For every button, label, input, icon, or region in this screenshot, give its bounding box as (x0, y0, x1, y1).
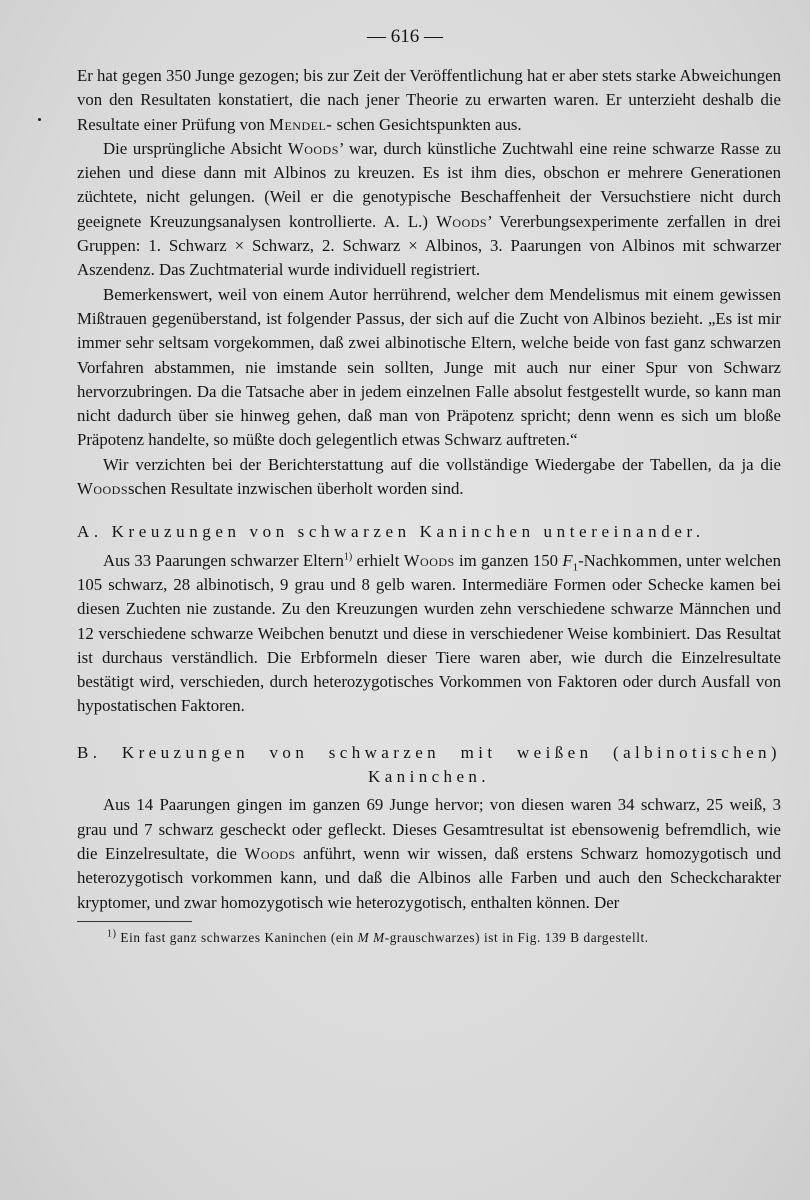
section-b-heading-line-1: B. Kreuzungen von schwarzen mit weißen (albinotischen) (77, 742, 781, 762)
page-number: — 616 — (367, 26, 443, 47)
paragraph-4-text-b: schen Resultate inzwischen überholt worden sind. (128, 479, 464, 499)
author-name-woods: Woods (244, 843, 296, 863)
footnote-text-b: -grauschwarzes) ist in Fig. 139 B dargestellt. (384, 929, 649, 945)
author-name-mendel: Mendel- (269, 114, 333, 134)
filial-generation-subscript: 1 (572, 561, 579, 573)
section-a-text-c: im ganzen 150 (454, 550, 563, 570)
paragraph-1 (77, 64, 781, 137)
paragraph-3: Bemerkenswert, weil von einem Autor herrührend, welcher dem Mendelismus mit einem gewissen Mißtrauen gegenüberstand, ist folgender Passus, der sich auf die Zucht von Albinos bezieht. „Es ist mir immer sehr seltsam vorgekommen, daß zwei albinotische Eltern, welche beide von fast ganz schwarzen Vorfahren abstammen, nie imstande sein sollten, Junge mit auch nur einer Spur von Schwarz hervorzubringen. Da die Tatsache aber in jedem einzelnen Falle absolut festgestellt wurde, so kann man nicht dadurch über sie hinweg gehen, daß man von Präpotenz spricht; denn wenn es sich um bloße Präpotenz handelte, so müßte doch gelegentlich etwas Schwarz auftreten.“ (77, 284, 781, 450)
body-text (77, 64, 781, 947)
author-name-woods: Woods (77, 479, 129, 499)
paragraph-4-text-a: Wir verzichten bei der Berichterstattung auf die vollständige Wiedergabe der Tabellen, da ja die (103, 454, 781, 474)
section-b-heading-line-2: Kaninchen. (368, 767, 490, 787)
author-name-woods: Woods (403, 550, 455, 570)
section-a-paragraph (77, 549, 781, 719)
paragraph-1-text: Er hat gegen 350 Junge gezogen; bis zur Zeit der Veröffentlichung hat er aber stets starke Abweichungen von den Resultaten konstatiert, die nach jener Theorie zu erwarten waren. Er unterzieht deshalb die Resultate einer Prüfung von (77, 66, 781, 134)
footnote-formula: M M (357, 929, 385, 945)
section-b-paragraph (77, 793, 781, 914)
author-name-woods: Woods (436, 211, 488, 231)
filial-generation-symbol: F (562, 550, 573, 570)
footnote-mark: 1) (107, 928, 117, 940)
paragraph-2-text-b: ’ war, durch künstliche Zuchtwahl eine reine schwarze Rasse zu ziehen und diese dann mit Albinos zu kreuzen. Es ist ihm dies, obschon er mehrere Generationen züchtete, nicht gelungen. (Weil er die genotypische Beschaffenheit der Versuchstiere nicht durch geeignete Kreuzungsanalysen kontrollierte. A. L.) (77, 138, 781, 231)
footnote (77, 928, 781, 947)
section-a-heading: A. Kreuzungen von schwarzen Kaninchen untereinander. (77, 522, 705, 542)
paragraph-2 (77, 137, 781, 283)
section-b-text-a: Aus 14 Paarungen gingen im ganzen 69 Junge hervor; von diesen waren 34 schwarz, 25 weiß, 3 grau und 7 schwarz gescheckt oder gefleckt. Dieses Gesamtresultat ist ebensowenig befremdlich, wie die Einzelresultate, die (77, 795, 781, 863)
paragraph-2-text-a: Die ursprüngliche Absicht (103, 138, 283, 158)
paragraph-4 (77, 453, 781, 502)
footnote-divider (77, 921, 192, 922)
paragraph-2-text-c: ’ Vererbungsexperimente zerfallen in drei Gruppen: 1. Schwarz × Schwarz, 2. Schwarz × Albinos, 3. Paarungen von Albinos mit schwarzer Aszendenz. Das Zuchtmaterial wurde individuell registriert. (77, 211, 781, 280)
section-a-text-b: erhielt (352, 550, 400, 570)
section-b-heading (77, 741, 781, 790)
footnote-text-a: Ein fast ganz schwarzes Kaninchen (ein (116, 929, 358, 945)
author-name-woods: Woods (287, 138, 339, 158)
paragraph-1-end: schen Gesichtspunkten aus. (336, 114, 522, 134)
section-a-text-d: -Nachkommen, unter welchen 105 schwarz, 28 albinotisch, 9 grau und 8 gelb waren. Intermediäre Formen oder Schecke kamen bei diesen Zuchten nie zustande. Zu den Kreuzungen wurden zehn verschiedene schwarze Männchen und 12 verschiedene schwarze Weibchen benutzt und diese in verschiedener Weise kombiniert. Das Resultat ist durchaus verständlich. Die Erbformeln dieser Tiere waren aber, wie durch die Einzelresultate bestätigt wird, verschieden, durch heterozygotisches Vorkommen von Faktoren oder durch Ausfall von hypostatischen Faktoren. (77, 550, 781, 716)
section-a-text-a: Aus 33 Paarungen schwarzer Eltern (103, 550, 344, 570)
section-b-text-b: anführt, wenn wir wissen, daß erstens Schwarz homozygotisch und heterozygotisch vorkommen kann, und daß die Albinos alle Farben und auch den Scheckcharakter kryptomer, und zwar homozygotisch wie heterozygotisch, enthalten können. Der (77, 843, 782, 912)
margin-mark (38, 118, 41, 121)
footnote-reference: 1) (343, 551, 353, 563)
